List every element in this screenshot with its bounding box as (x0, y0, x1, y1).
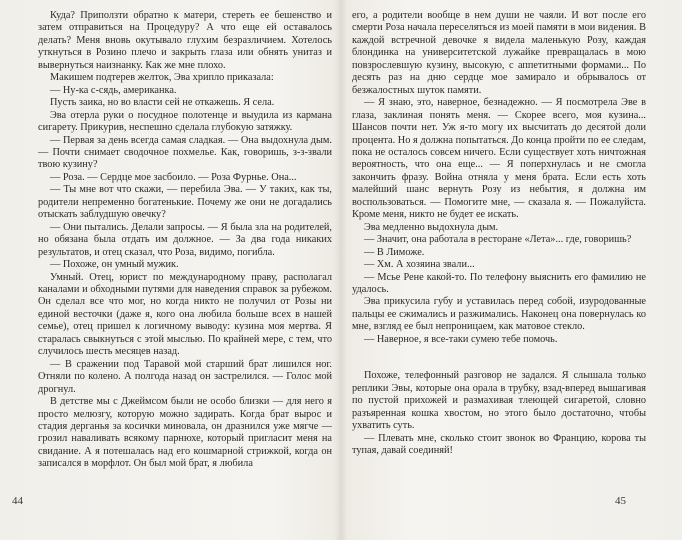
left-paragraph: Пусть заика, но во власти сей не откажешь. Я села. (50, 97, 275, 109)
right-paragraph: Эва медленно выдохнула дым. (364, 221, 499, 233)
right-paragraph: — В Лиможе. (364, 246, 425, 258)
left-paragraph: Куда? Приползти обратно к матери, стереть ее бешенство и затем отправиться на Процедуру? А что еще ей оставалось делать? Меня вновь окутывало глухим безразличием. Хотелось уткнуться в Розино плечо и закрыть глаза или обнять унитаз и вывернуться наизнанку. Как же мне плохо. (38, 10, 332, 71)
left-paragraph: Макишем подтерев желток, Эва хрипло приказала: (50, 72, 274, 84)
right-paragraph: Похоже, телефонный разговор не задался. Я слышала только реплики Эвы, которые она орала в трубку, взад-вперед вышагивая по пустой прихожей и размахивая тлеющей сигаретой, словно разъяренная кошка хвостом, но этого было достаточно, чтобы ухватить суть. (352, 370, 646, 432)
left-page-text (38, 10, 332, 522)
left-paragraph: — Ну-ка с-сядь, американка. (50, 84, 177, 96)
right-paragraph: — Наверное, я все-таки сумею тебе помочь. (364, 333, 558, 345)
right-paragraph: — Я знаю, это, наверное, безнадежно. — Я посмотрела Эве в глаза, заклиная понять меня. — Скорее всего, моя кузина... Шансов почти нет. Уж я-то могу их высчитать до десятой доли процента. Но я должна попытаться. До конца пройти по ее следам, пока не осталось совсем ничего. Если существует хоть ничтожная вероятность, что она еще... — Я поперхнулась и не смогла закончить фразу. Война отняла у меня брата. Если есть хоть малейший шанс вернуть Розу из небытия, я должна им воспользоваться. — Помогите мне, — сказала я. — Пожалуйста. Кроме меня, никто не будет ее искать. (352, 97, 646, 221)
right-paragraph: — Мсье Рене какой-то. По телефону выяснить его фамилию не удалось. (352, 271, 646, 295)
left-paragraph: — Похоже, он умный мужик. (50, 259, 179, 271)
left-paragraph: — Ты мне вот что скажи, — перебила Эва. — У таких, как ты, родители непременно богатенькие. Почему же они не догадались отыскать заблудшую овечку? (38, 184, 332, 221)
left-paragraph: В детстве мы с Джеймсом были не особо близки — для него я просто мелюзгу, которую можно задирать. Когда брат вырос и стадия дерганья за косички миновала, он дразнился уже мягче — грозил наваливать всякому парнюхе, который пригласит меня на свидание. А я потешалась над его кошмарной стрижкой, когда он записался в морфлот. Он был мой брат, я любила (38, 396, 332, 470)
page-number-left: 44 (12, 495, 23, 507)
left-paragraph: Эва отерла руки о посудное полотенце и выудила из кармана сигарету. Прикурив, неспешно сделала глубокую затяжку. (38, 109, 332, 134)
right-paragraph: — Хм. А хозяина звали... (364, 259, 475, 271)
right-page-text (352, 10, 646, 522)
left-paragraph: — Первая за день всегда самая сладкая. — Она выдохнула дым. — Почти снимает сводочное похмелье. Как, говоришь, з-з-звали твою кузину? (38, 134, 332, 171)
right-paragraph: — Плевать мне, сколько стоит звонок во Францию, корова ты тупая, давай соединяй! (352, 432, 646, 456)
page-number-right: 45 (615, 495, 626, 507)
right-paragraph: — Значит, она работала в ресторане «Лета»... где, говоришь? (364, 234, 632, 246)
section-break (352, 346, 646, 370)
right-paragraph: Эва прикусила губу и уставилась перед собой, изуродованные пальцы ее сжимались и разжимались. Наконец она повернулась ко мне, взгляд ее был непроницаем, как матовое стекло. (352, 296, 646, 333)
left-paragraph: Умный. Отец, юрист по международному праву, располагал каналами и обходными путями для наведения справок за рубежом. Он сделал все что мог, но когда никто не получил от Розы ни единой весточки (даже я, кого она любила больше всех в нашей семье), отец пришел к логичному выводу: кузина моя мертва. Я старалась свыкнуться с этой мыслью. По крайней мере, с тем, что случилось шесть месяцев назад. (38, 271, 332, 358)
left-paragraph: — В сражении под Таравой мой старший брат лишился ног. Отняли по колено. А полгода назад он застрелился. — Голос мой дрогнул. (38, 358, 332, 395)
left-paragraph: — Они пытались. Делали запросы. — Я была зла на родителей, но обязана была отдать им должное. — За два года никаких результатов, и отец сказал, что Роза, видимо, погибла. (38, 221, 332, 258)
right-paragraph: его, а родители вообще в нем души не чаяли. И вот после его смерти Роза начала переселяться из моей памяти в мои видения. В каждой встречной девочке я видела маленькую Розу, каждая блондинка на университетской лужайке превращалась в мою повзрослевшую кузину, высокую, с аппетитными формами... По десять раз на дню сердце мое замирало и обрывалось от безжалостных шуток памяти. (352, 10, 646, 96)
left-paragraph: — Роза. — Сердце мое засбоило. — Роза Фурнье. Она... (50, 171, 297, 183)
